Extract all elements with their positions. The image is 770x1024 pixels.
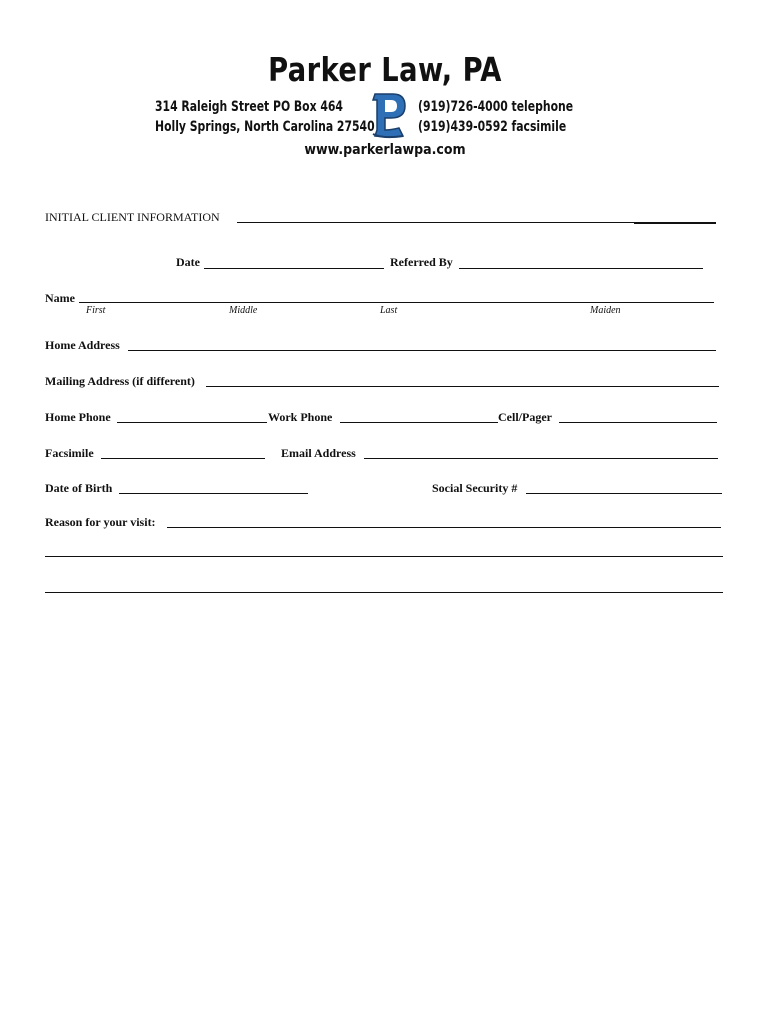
- name-middle-hint: Middle: [229, 305, 258, 316]
- referred-by-field[interactable]: [459, 268, 703, 269]
- name-maiden-hint: Maiden: [590, 305, 621, 316]
- referred-by-label: Referred By: [390, 255, 453, 269]
- name-last-hint: Last: [380, 305, 398, 316]
- street-address: 314 Raleigh Street PO Box 464: [155, 99, 343, 115]
- cell-pager-field[interactable]: [559, 422, 717, 423]
- reason-label: Reason for your visit:: [45, 515, 156, 529]
- telephone: (919)726-4000 telephone: [418, 99, 574, 115]
- reason-field-line-2[interactable]: [45, 556, 723, 557]
- mailing-address-label: Mailing Address (if different): [45, 374, 195, 388]
- cell-pager-label: Cell/Pager: [498, 410, 552, 424]
- ssn-field[interactable]: [526, 493, 722, 494]
- city-address: Holly Springs, North Carolina 27540: [155, 119, 375, 135]
- section-title: INITIAL CLIENT INFORMATION: [45, 210, 220, 224]
- section-title-rule-end: [634, 222, 716, 224]
- facsimile-field[interactable]: [101, 458, 265, 459]
- firm-logo: [369, 90, 407, 140]
- firm-name: Parker Law, PA: [268, 50, 502, 89]
- ssn-label: Social Security #: [432, 481, 518, 495]
- home-phone-field[interactable]: [117, 422, 267, 423]
- reason-field-line-3[interactable]: [45, 592, 723, 593]
- name-label: Name: [45, 291, 75, 305]
- work-phone-field[interactable]: [340, 422, 498, 423]
- facsimile-label: Facsimile: [45, 446, 94, 460]
- dob-field[interactable]: [119, 493, 308, 494]
- date-label: Date: [176, 255, 200, 269]
- email-label: Email Address: [281, 446, 356, 460]
- work-phone-label: Work Phone: [268, 410, 333, 424]
- date-field[interactable]: [204, 268, 384, 269]
- home-address-label: Home Address: [45, 338, 120, 352]
- home-phone-label: Home Phone: [45, 410, 111, 424]
- facsimile-number: (919)439-0592 facsimile: [418, 119, 567, 135]
- website: www.parkerlawpa.com: [304, 142, 466, 158]
- mailing-address-field[interactable]: [206, 386, 719, 387]
- dob-label: Date of Birth: [45, 481, 113, 495]
- name-first-hint: First: [86, 305, 106, 316]
- email-field[interactable]: [364, 458, 718, 459]
- name-field[interactable]: [79, 302, 714, 303]
- home-address-field[interactable]: [128, 350, 716, 351]
- reason-field-line-1[interactable]: [167, 527, 721, 528]
